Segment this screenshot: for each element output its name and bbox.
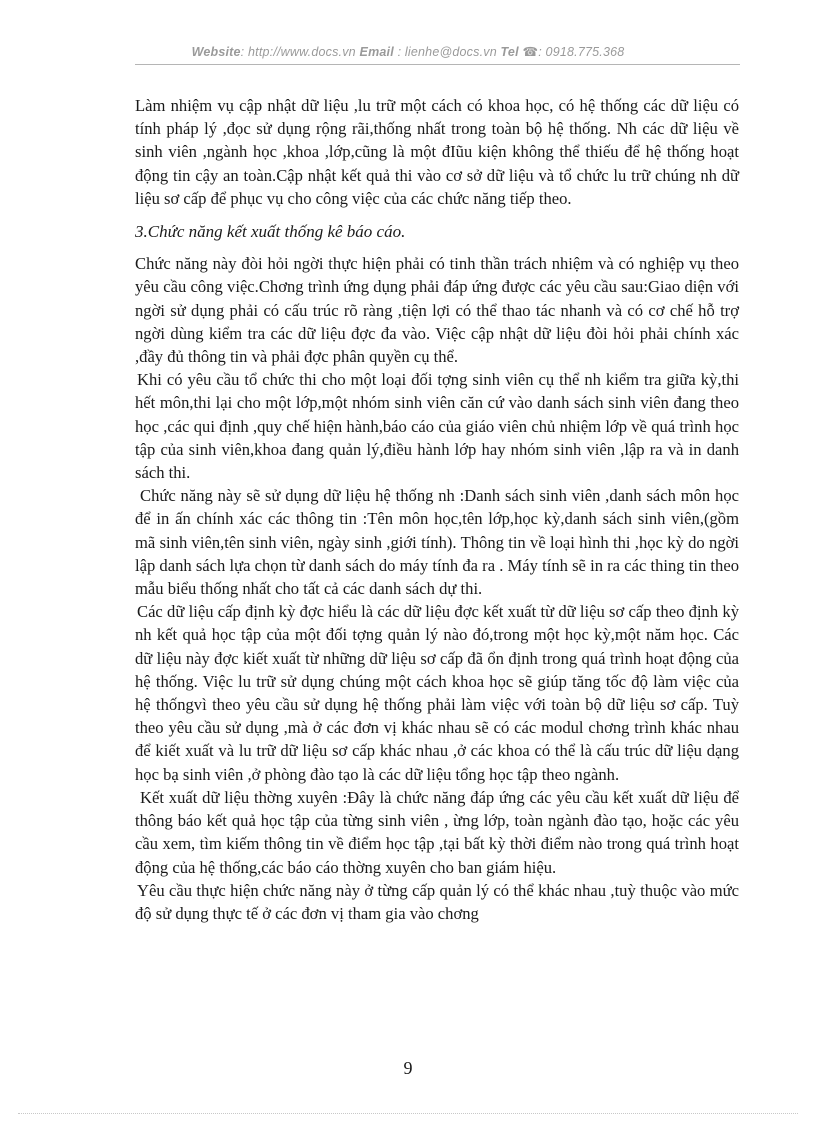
paragraph-7: Yêu cầu thực hiện chức năng này ở từng cấp quản lý có thể khác nhau ,tuỳ thuộc vào mức độ sử dụng thực tế ở các đơn vị tham gia vào chơng — [135, 880, 739, 923]
section-heading: 3.Chức năng kết xuất thống kê báo cáo. — [135, 222, 406, 242]
page-header — [0, 44, 816, 59]
paragraph-6: Kết xuất dữ liệu thờng xuyên :Đây là chức năng đáp ứng các yêu cầu kết xuất dữ liệu để thông báo kết quả học tập của từng sinh viên , ừng lớp, toàn ngành đào tạo, hoặc các yêu cầu xem, tìm kiếm thông tin về điểm học tập ,tại bất kỳ thời điểm nào trong quá trình hoạt động của hệ thống,các báo cáo thờng xuyên cho ban giám hiệu. — [135, 787, 739, 877]
email-value: : lienhe@docs.vn — [397, 45, 497, 59]
bottom-divider — [18, 1113, 798, 1114]
paragraph-3: Khi có yêu cầu tổ chức thi cho một loại đối tợng sinh viên cụ thể nh kiểm tra giữa kỳ,thi hết môn,thi lại cho một lớp,một nhóm sinh viên căn cứ vào danh sách sinh viên đang theo học ,các qui định ,quy chế hiện hành,báo cáo của giáo viên chủ nhiệm lớp về quá trình học tập của sinh viên,khoa đang quản lý,điều hành lớp hay nhóm sinh viên ,lập ra và in danh sách thi. — [135, 370, 739, 483]
tel-label: Tel — [500, 45, 519, 59]
document-body — [135, 94, 739, 925]
paragraph-5: Các dữ liệu cấp định kỳ đợc hiểu là các dữ liệu đợc kết xuất từ dữ liệu sơ cấp theo định kỳ nh kết quả học tập của một đối tợng quản lý nào đó,trong một học kỳ,một năm học. Các dữ liệu này đợc kiết xuất từ những dữ liệu sơ cấp đã ổn định trong quá trình hoạt động của hệ thống. Việc lu trữ sử dụng chúng một cách khoa học sẽ giúp tăng tốc độ làm việc của hệ thốngvì theo yêu cầu sử dụng hệ thống phải làm việc với toàn bộ dữ liệu sơ cấp. Tuỳ theo yêu cầu sử dụng ,mà ở các đơn vị khác nhau sẽ có các modul chơng trình khác nhau để kiết xuất và lu trữ dữ liệu sơ cấp khác nhau ,ở các khoa có thể là cấu trúc dữ liệu dạng học bạ sinh viên ,ở phòng đào tạo là các dữ liệu tổng học tập theo ngành. — [135, 602, 739, 784]
email-label: Email — [359, 45, 394, 59]
paragraph-2: Chức năng này đòi hỏi ngời thực hiện phải có tinh thần trách nhiệm và có nghiệp vụ theo yêu cầu công việc.Chơng trình ứng dụng phải đáp ứng được các yêu cầu sau:Giao diện với ngời sử dụng phải có cấu trúc rõ ràng ,tiện lợi có thể thao tác nhanh và có cơ chế hỗ trợ ngời dùng kiểm tra các dữ liệu đợc đa vào. Việc cập nhật dữ liệu đòi hỏi phải chính xác ,đầy đủ thông tin và phải đợc phân quyền cụ thể. — [135, 254, 739, 367]
header-divider — [135, 64, 740, 65]
paragraph-1: Làm nhiệm vụ cập nhật dữ liệu ,lu trữ một cách có khoa học, có hệ thống các dữ liệu có tính pháp lý ,đọc sử dụng rộng rãi,thống nhất trong toàn bộ hệ thống. Nh các dữ liệu về sinh viên ,ngành học ,khoa ,lớp,cũng là một đIũu kiện không thể thiếu để hệ thống hoạt động tin cậy an toàn.Cập nhật kết quả thi vào cơ sở dữ liệu và tổ chức lu trữ chúng nh dữ liệu sơ cấp để phục vụ cho công việc của các chức năng tiếp theo. — [135, 96, 739, 208]
page-number: 9 — [403, 1058, 413, 1078]
paragraph-4: Chức năng này sẽ sử dụng dữ liệu hệ thống nh :Danh sách sinh viên ,danh sách môn học để in ấn chính xác các thông tin :Tên môn học,tên lớp,học kỳ,danh sách sinh viên,(gồm mã sinh viên,tên sinh viên, ngày sinh ,giới tính). Thông tin về loại hình thi ,học kỳ do ngời lập danh sách lựa chọn từ danh sách do máy tính đa ra . Máy tính sẽ in ra các thing tin theo mẫu biểu thống nhất cho tất cả các danh sách dự thi. — [135, 486, 739, 599]
tel-value: ☎: 0918.775.368 — [522, 45, 625, 59]
website-value: : http://www.docs.vn — [240, 45, 356, 59]
website-label: Website — [191, 45, 241, 59]
